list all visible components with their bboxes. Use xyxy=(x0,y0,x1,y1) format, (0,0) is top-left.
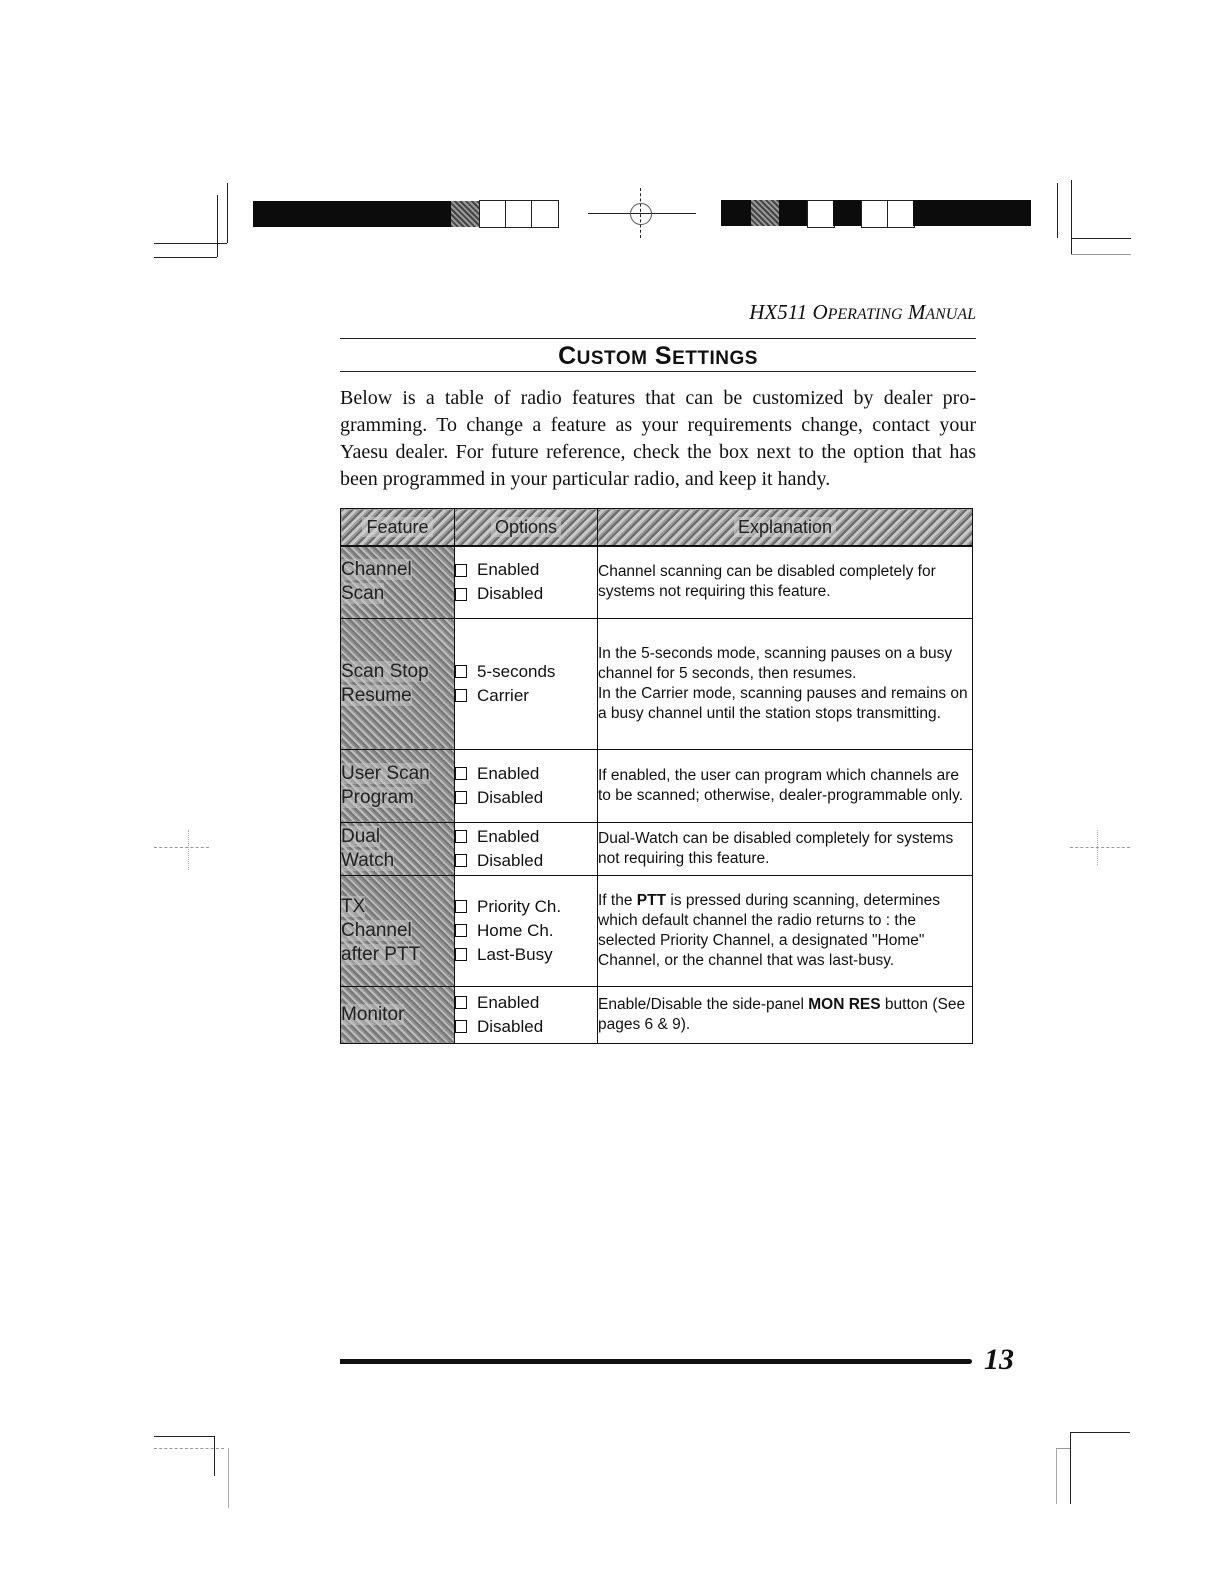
checkbox-icon[interactable] xyxy=(455,830,467,843)
option-enabled[interactable]: Enabled xyxy=(455,558,597,582)
checkbox-icon[interactable] xyxy=(455,791,467,804)
explanation-cell: If the PTT is pressed during scanning, determines which default channel the radio returns to : the selected Priority Channel, a designated "Home" Channel, or the channel that was last-busy. xyxy=(598,875,973,986)
option-priority-ch[interactable]: Priority Ch. xyxy=(455,895,597,919)
table-row xyxy=(341,875,973,986)
options-cell xyxy=(455,822,598,875)
option-last-busy[interactable]: Last-Busy xyxy=(455,943,597,967)
options-cell xyxy=(455,875,598,986)
table-header-row xyxy=(341,509,973,547)
footer-rule xyxy=(340,1359,972,1364)
options-cell xyxy=(455,546,598,618)
option-5-seconds[interactable]: 5-seconds xyxy=(455,660,597,684)
option-enabled[interactable]: Enabled xyxy=(455,762,597,786)
option-disabled[interactable]: Disabled xyxy=(455,786,597,810)
feature-cell: Monitor xyxy=(341,986,455,1043)
checkbox-icon[interactable] xyxy=(455,854,467,867)
options-cell xyxy=(455,749,598,822)
checkbox-icon[interactable] xyxy=(455,767,467,780)
option-disabled[interactable]: Disabled xyxy=(455,582,597,606)
feature-cell: TX Channel after PTT xyxy=(341,875,455,986)
option-enabled[interactable]: Enabled xyxy=(455,991,597,1015)
checkbox-icon[interactable] xyxy=(455,1020,467,1033)
option-disabled[interactable]: Disabled xyxy=(455,849,597,873)
table-row xyxy=(341,546,973,618)
option-disabled[interactable]: Disabled xyxy=(455,1015,597,1039)
manual-model: HX511 xyxy=(749,300,808,324)
header-feature: Feature xyxy=(341,509,455,547)
feature-cell: Scan Stop Resume xyxy=(341,618,455,749)
checkbox-icon[interactable] xyxy=(455,996,467,1009)
checkbox-icon[interactable] xyxy=(455,900,467,913)
explanation-cell: Dual-Watch can be disabled completely for systems not requiring this feature. xyxy=(598,822,973,875)
table-row xyxy=(341,822,973,875)
checkbox-icon[interactable] xyxy=(455,665,467,678)
page-number: 13 xyxy=(984,1343,1014,1376)
checkbox-icon[interactable] xyxy=(455,588,467,601)
feature-cell: Channel Scan xyxy=(341,546,455,618)
option-carrier[interactable]: Carrier xyxy=(455,684,597,708)
option-home-ch[interactable]: Home Ch. xyxy=(455,919,597,943)
feature-cell: Dual Watch xyxy=(341,822,455,875)
table-row xyxy=(341,618,973,749)
feature-cell: User Scan Program xyxy=(341,749,455,822)
options-cell xyxy=(455,618,598,749)
table-row xyxy=(341,986,973,1043)
explanation-cell: In the 5-seconds mode, scanning pauses on a busy channel for 5 seconds, then resumes. In the Carrier mode, scanning pauses and remains on a busy channel until the station stops transmitting. xyxy=(598,618,973,749)
checkbox-icon[interactable] xyxy=(455,924,467,937)
header-options: Options xyxy=(455,509,598,547)
checkbox-icon[interactable] xyxy=(455,948,467,961)
header-explanation: Explanation xyxy=(598,509,973,547)
options-cell xyxy=(455,986,598,1043)
checkbox-icon[interactable] xyxy=(455,564,467,577)
title-rule xyxy=(340,371,976,372)
explanation-cell: Channel scanning can be disabled completely for systems not requiring this feature. xyxy=(598,546,973,618)
section-title: CUSTOM SETTINGS xyxy=(558,342,758,370)
explanation-cell: If enabled, the user can program which channels are to be scanned; otherwise, dealer-programmable only. xyxy=(598,749,973,822)
option-enabled[interactable]: Enabled xyxy=(455,825,597,849)
header-rule xyxy=(340,338,976,339)
custom-settings-table xyxy=(340,508,973,1044)
checkbox-icon[interactable] xyxy=(455,689,467,702)
running-head: HX511 OPERATING MANUAL xyxy=(749,300,976,324)
intro-paragraph: Below is a table of radio features that can be customized by dealer pro-gramming. To change a feature as your requirements change, contact your Yaesu dealer. For future reference, check the box next to the option that has been programmed in your particular radio, and keep it handy. xyxy=(340,387,976,490)
explanation-cell: Enable/Disable the side-panel MON RES button (See pages 6 & 9). xyxy=(598,986,973,1043)
table-row xyxy=(341,749,973,822)
